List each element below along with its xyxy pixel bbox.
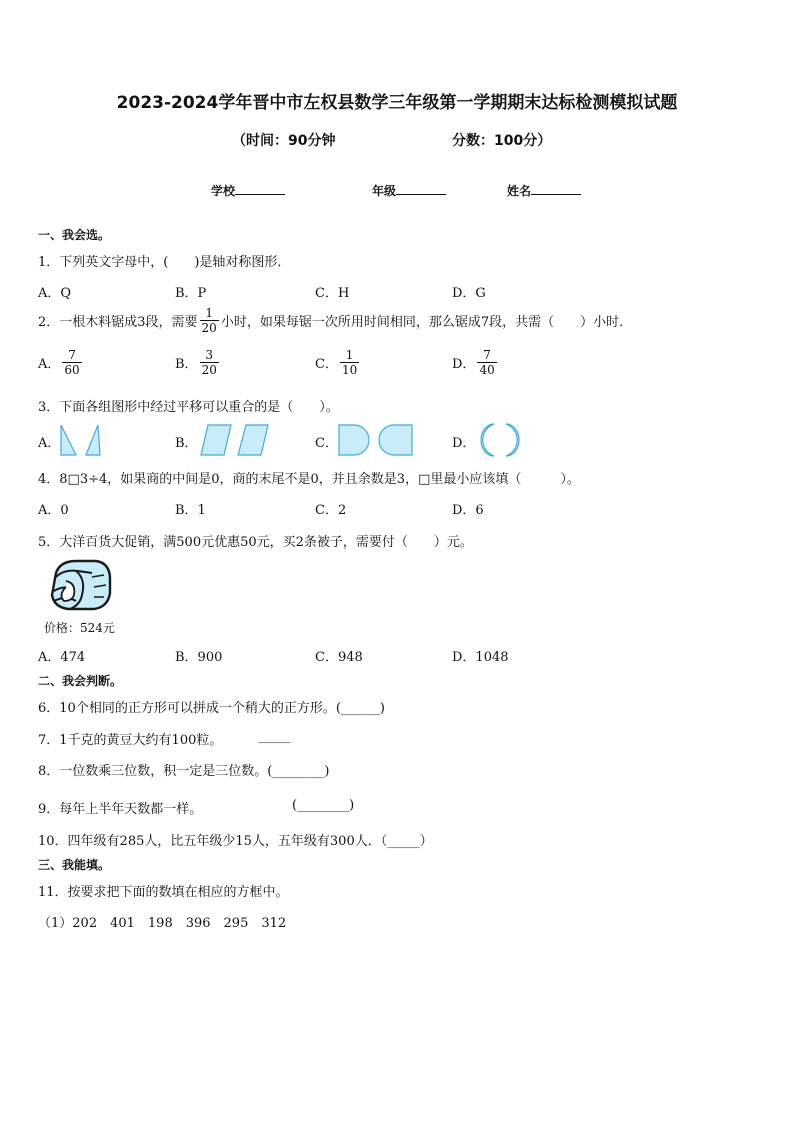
triangle-shape [61,425,76,455]
q9-answer-blank[interactable]: (________) [292,798,355,813]
q7-answer-blank[interactable]: _____ [258,729,291,744]
q3-option-d-shapes[interactable] [474,422,528,458]
q5-option-b[interactable]: B．900 [175,650,223,665]
q1-option-c[interactable]: C．H [315,286,350,301]
q5-option-d[interactable]: D．1048 [452,650,509,665]
parallelogram-shape [238,425,268,455]
grade-field[interactable] [372,182,446,199]
school-field[interactable] [211,182,285,199]
q2-text-after: 小时，如果每锯一次所用时间相同，那么锯成7段，共需（ ）小时． [220,315,633,330]
half-round-shape [339,425,369,455]
q2-option-a-num: 7 [68,348,76,362]
q2-option-c-num: 1 [345,348,354,362]
q1-option-d[interactable]: D．G [452,286,486,301]
question-2 [38,306,632,335]
q4-option-c[interactable]: C．2 [315,503,347,518]
name-blank[interactable] [531,182,581,195]
q1-option-a[interactable]: A．Q [38,286,72,301]
q2-option-a-den: 60 [64,363,80,377]
name-field[interactable] [507,182,581,199]
q2-frac-num: 1 [205,306,213,320]
question-11: 11．按要求把下面的数填在相应的方框中。 [38,885,289,900]
section-1-heading: 一、我会选。 [38,228,111,242]
question-10: 10．四年级有285人，比五年级少15人，五年级有300人．（_____） [38,834,433,849]
q1-option-b[interactable]: B．P [175,286,207,301]
quilt-image [46,557,114,617]
grade-blank[interactable] [396,182,446,195]
question-3: 3．下面各组图形中经过平移可以重合的是（ ）。 [38,400,339,415]
q4-option-b[interactable]: B．1 [175,503,206,518]
page-title: 2023-2024学年晋中市左权县数学三年级第一学期期末达标检测模拟试题 [116,93,678,113]
q3-option-b-shapes[interactable] [198,423,272,457]
q3-option-a-label[interactable]: A． [38,436,61,451]
q3-option-a-shapes[interactable] [58,423,104,457]
q2-option-d-label: D． [452,357,476,372]
q2-frac-den: 20 [201,321,217,335]
question-7: 7．1千克的黄豆大约有100粒。 [38,733,223,748]
parallelogram-shape [201,425,231,455]
q2-option-b-label: B． [175,357,198,372]
question-8: 8．一位数乘三位数，积一定是三位数。(________) [38,764,330,779]
q2-option-b-num: 3 [205,348,214,362]
q2-option-c-label: C． [315,357,338,372]
q2-option-b[interactable] [175,348,221,377]
q3-option-c-shapes[interactable] [336,423,416,457]
question-4: 4．8□3÷4，如果商的中间是0，商的末尾不是0，并且余数是3，□里最小应该填（ ）。 [38,472,580,487]
exam-time: （时间：90分钟 [232,133,336,149]
q5-option-c[interactable]: C．948 [315,650,363,665]
q4-option-d[interactable]: D．6 [452,503,484,518]
section-3-heading: 三、我能填。 [38,858,111,872]
q2-fraction [200,306,219,335]
half-round-shape [379,425,412,455]
q2-option-c-den: 10 [341,363,358,377]
school-label: 学校 [211,184,236,198]
question-1: 1．下列英文字母中，( )是轴对称图形． [38,255,291,270]
q3-option-c-label[interactable]: C． [315,436,338,451]
q2-option-a-label: A． [38,357,61,372]
q2-option-c[interactable] [315,348,361,377]
q2-text-before: 2．一根木料锯成3段，需要 [38,315,198,330]
q2-option-d[interactable] [452,348,499,377]
exam-score: 分数：100分） [452,133,552,149]
q2-option-a[interactable] [38,348,84,377]
section-2-heading: 二、我会判断。 [38,674,123,688]
q5-option-a[interactable]: A．474 [38,650,86,665]
question-6: 6．10个相同的正方形可以拼成一个稍大的正方形。(______) [38,701,385,716]
q2-option-d-num: 7 [483,348,491,362]
crescent-shape [481,424,494,456]
question-5: 5．大洋百货大促销，满500元优惠50元，买2条被子，需要付（ ）元。 [38,535,473,550]
name-label: 姓名 [507,184,532,198]
q11-number-list: （1）202 401 198 396 295 312 [38,916,287,931]
q3-option-d-label[interactable]: D． [452,436,476,451]
q4-option-a[interactable]: A．0 [38,503,69,518]
grade-label: 年级 [372,184,397,198]
triangle-shape [86,425,100,455]
q2-option-d-den: 40 [479,363,495,377]
q2-option-b-den: 20 [201,363,217,377]
crescent-shape [506,424,519,456]
quilt-price: 价格：524元 [44,621,115,635]
q3-option-b-label[interactable]: B． [175,436,198,451]
question-9: 9．每年上半年天数都一样。 [38,802,203,817]
school-blank[interactable] [235,182,285,195]
